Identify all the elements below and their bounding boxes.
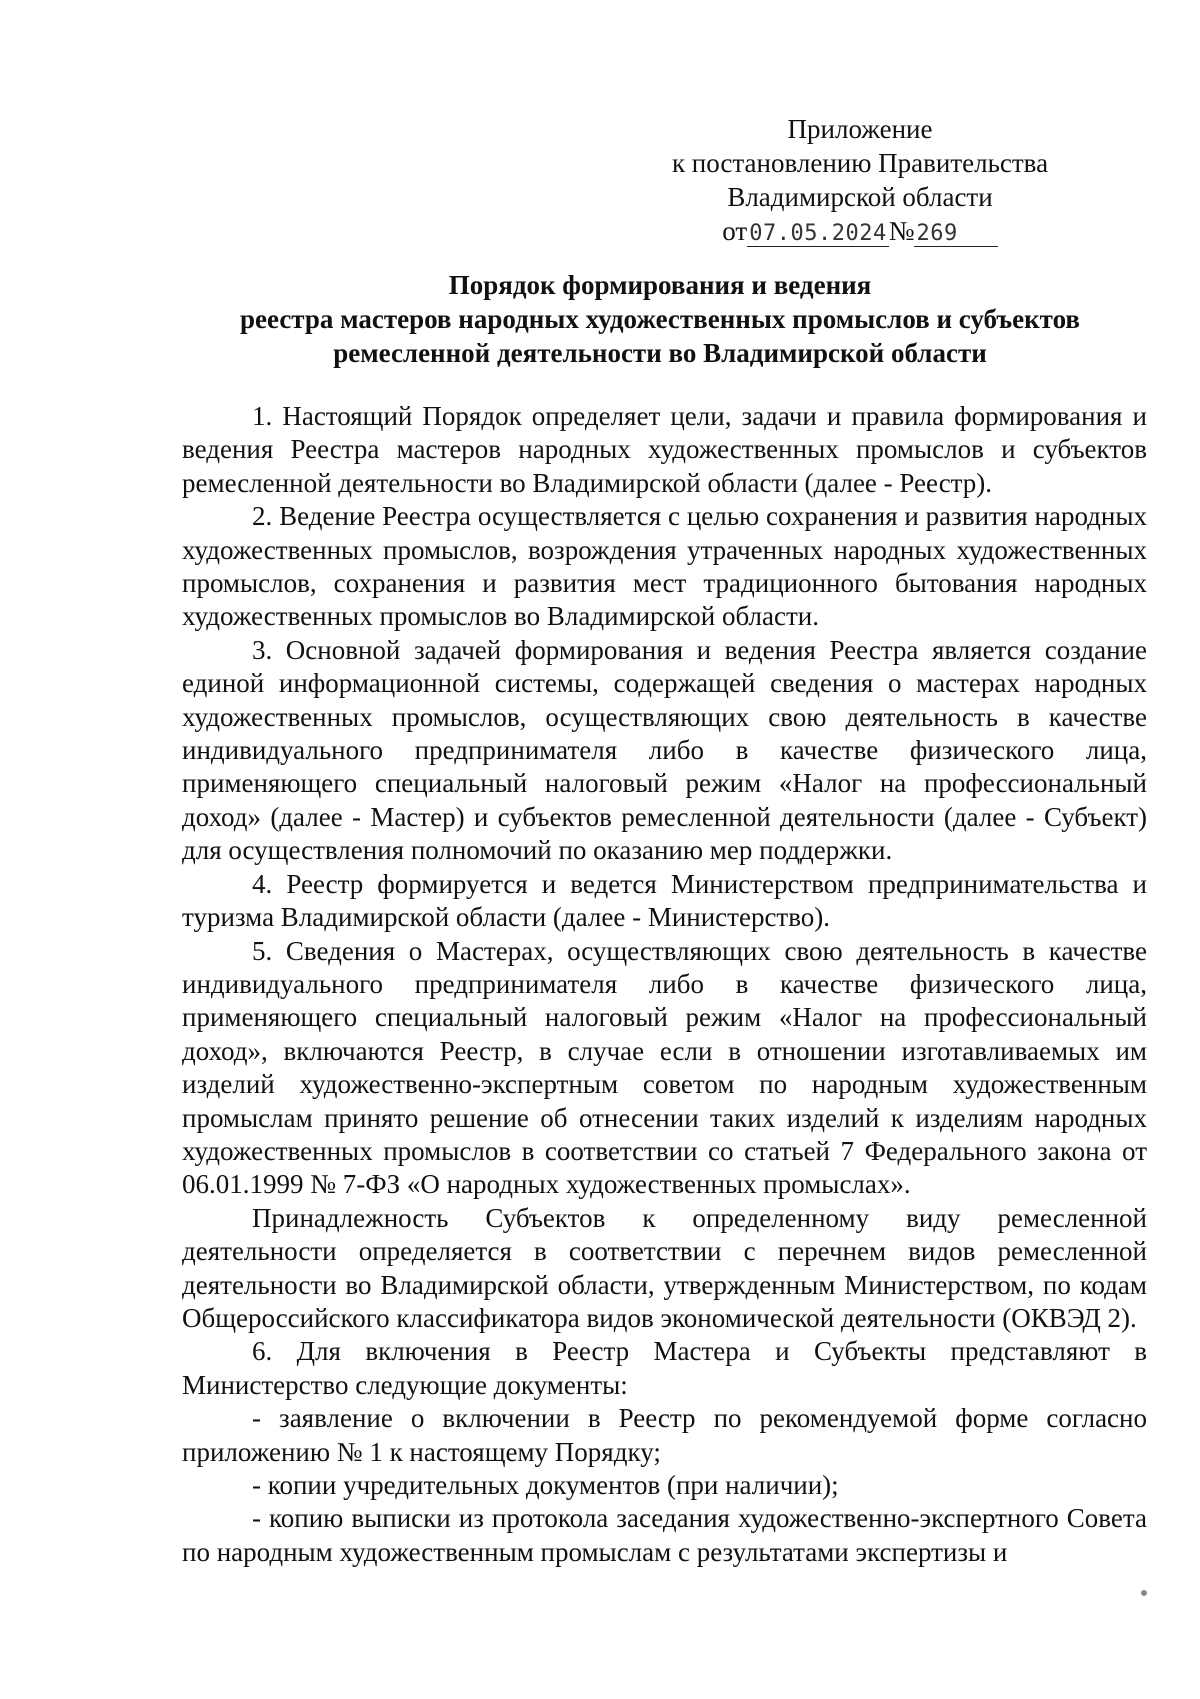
- document-number: 269: [914, 221, 997, 247]
- document-date: 07.05.2024: [749, 221, 887, 246]
- list-item-protocol-copy: - копию выписки из протокола заседания художественно-экспертного Совета по народным художественным промыслам с результатами экспертизы и: [182, 1503, 1147, 1567]
- title-line-2: реестра мастеров народных художественных промыслов и субъектов: [240, 304, 1080, 334]
- paragraph-4: 4. Реестр формируется и ведется Министерством предпринимательства и туризма Владимирской области (далее - Министерство).: [182, 868, 1147, 933]
- appendix-title: Приложение: [787, 114, 933, 144]
- paragraph-5: 5. Сведения о Мастерах, осуществляющих свою деятельность в качестве индивидуального предпринимателя либо в качестве физического лица, применяющего специальный налоговый режим «Налог на профессиональный доход», включаются Реестр, в случае если в отношении изготавливаемых им изделий художественно-экспертным советом по народным художественным промыслам принято решение об отнесении таких изделий к изделиям народных художественных промыслов в соответствии со статьей 7 Федерального закона от 06.01.1999 № 7-ФЗ «О народных художественных промыслах».: [182, 935, 1147, 1200]
- appendix-date-line: [600, 214, 1120, 251]
- appendix-region: Владимирской области: [727, 182, 993, 212]
- scan-speck: [1141, 1590, 1147, 1596]
- title-line-1: Порядок формирования и ведения: [448, 270, 872, 300]
- appendix-resolution-ref: к постановлению Правительства: [671, 148, 1049, 178]
- paragraph-2: 2. Ведение Реестра осуществляется с целью сохранения и развития народных художественных промыслов, возрождения утраченных народных художественных промыслов, сохранения и развития мест традиционного бытования народных художественных промыслов во Владимирской области.: [182, 501, 1147, 632]
- paragraph-5-continued: Принадлежность Субъектов к определенному виду ремесленной деятельности определяется в соответствии с перечнем видов ремесленной деятельности во Владимирской области, утвержденным Министерством, по кодам Общероссийского классификатора видов экономической деятельности (ОКВЭД 2).: [182, 1202, 1147, 1333]
- list-item-application: - заявление о включении в Реестр по рекомендуемой форме согласно приложению № 1 к настоящему Порядку;: [182, 1403, 1147, 1467]
- title-line-3: ремесленной деятельности во Владимирской области: [333, 338, 987, 368]
- paragraph-6: 6. Для включения в Реестр Мастера и Субъекты представляют в Министерство следующие документы:: [182, 1336, 1147, 1400]
- paragraph-1: 1. Настоящий Порядок определяет цели, задачи и правила формирования и ведения Реестра мастеров народных художественных промыслов и субъектов ремесленной деятельности во Владимирской области (далее - Реестр).: [182, 401, 1147, 498]
- from-label: от: [722, 216, 748, 246]
- document-title: [175, 268, 1145, 370]
- number-label: №: [888, 216, 915, 246]
- appendix-header: [600, 112, 1120, 251]
- paragraph-3: 3. Основной задачей формирования и ведения Реестра является создание единой информационной системы, содержащей сведения о мастерах народных художественных промыслов, осуществляющих свою деятельность в качестве индивидуального предпринимателя либо в качестве физического лица, применяющего специальный налоговый режим «Налог на профессиональный доход» (далее - Мастер) и субъектов ремесленной деятельности (далее - Субъект) для осуществления полномочий по оказанию мер поддержки.: [182, 634, 1147, 866]
- document-body: [182, 400, 1147, 1569]
- list-item-founding-docs: - копии учредительных документов (при наличии);: [252, 1470, 839, 1500]
